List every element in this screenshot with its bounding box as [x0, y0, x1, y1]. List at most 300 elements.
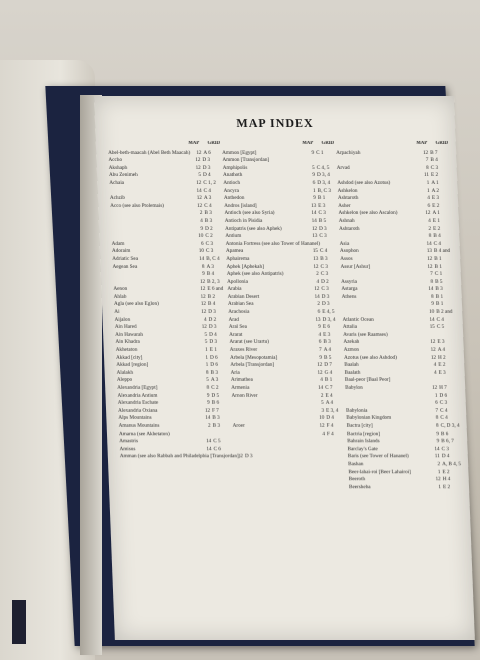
entry-grid: B 5	[435, 278, 443, 285]
index-entry	[345, 377, 461, 385]
index-entry	[233, 431, 349, 439]
index-entry	[229, 339, 345, 347]
entry-map: 8	[426, 164, 429, 171]
entry-name: Anthedon	[223, 195, 245, 202]
entry-name: Alexandria Antium	[117, 392, 158, 399]
entry-name	[336, 157, 416, 165]
entry-grid: E 2	[430, 172, 439, 179]
entry-name	[111, 218, 191, 226]
index-entry	[339, 226, 455, 234]
entry-grid: D 3	[318, 225, 327, 232]
index-entry	[223, 165, 339, 173]
index-entry	[345, 385, 461, 393]
entry-grid: D 5	[211, 392, 220, 399]
entry-grid: B 1	[317, 195, 326, 202]
index-entry	[224, 195, 340, 203]
entry-name: Aenon	[113, 286, 128, 293]
entry-map: 14	[198, 255, 205, 262]
entry-grid: C 3	[321, 286, 329, 293]
entry-map: 8	[206, 385, 210, 391]
index-entry	[225, 226, 341, 234]
index-entry	[339, 218, 455, 226]
entry-name	[342, 301, 422, 309]
entry-grid: C 4	[203, 187, 212, 194]
entry-map: 10	[198, 233, 204, 240]
entry-grid: E 3, 4	[325, 407, 339, 414]
entry-name: Ashtaroth	[337, 195, 359, 202]
index-entry	[110, 195, 226, 203]
entry-map: 14	[205, 415, 211, 422]
index-entry	[226, 256, 342, 264]
entry-name: Antium	[225, 233, 242, 240]
entry-grid: E 3	[318, 202, 326, 209]
index-entry	[222, 157, 338, 165]
entry-map: 12	[430, 354, 437, 361]
index-entry	[231, 393, 347, 401]
index-entry	[113, 271, 229, 279]
entry-map: 9	[311, 149, 315, 156]
entry-map: 14	[434, 445, 440, 452]
entry-map: 9	[431, 301, 435, 308]
entry-name: Akshaph	[108, 164, 128, 171]
entry-map	[199, 431, 213, 439]
index-entry	[111, 226, 227, 234]
entry-grid: E 2	[438, 362, 446, 369]
index-entry	[342, 309, 458, 317]
index-entry	[347, 431, 463, 439]
entry-grid: C 4	[436, 316, 445, 323]
entry-name	[342, 309, 422, 317]
entry-grid: G 4	[324, 369, 333, 376]
entry-map: 12	[430, 347, 436, 354]
entry-grid: B 4	[433, 233, 441, 240]
entry-grid: E 3	[323, 331, 331, 338]
entry-grid: C 6	[213, 445, 222, 452]
index-entry	[119, 423, 235, 431]
entry-name: Arimathea	[230, 377, 253, 384]
entry-name: Araxes River	[229, 347, 258, 354]
index-entry	[343, 324, 459, 332]
entry-grid: D 3, 4	[317, 179, 331, 186]
entry-map: 12	[425, 210, 431, 217]
entry-grid: B 3	[204, 210, 212, 217]
entry-name: Baal-peor [Baal Peor]	[344, 377, 391, 384]
index-entry	[349, 476, 465, 484]
entry-map: 9	[207, 400, 210, 407]
entry-name: Aijalon	[114, 316, 131, 323]
entry-map: 14	[206, 445, 212, 452]
entry-name: Ararat (see Urartu)	[229, 339, 270, 346]
entry-name: Aroer	[232, 422, 245, 429]
index-column-2	[222, 140, 349, 438]
entry-map: 4	[433, 362, 437, 369]
entry-grid: B 3	[320, 255, 328, 262]
entry-name	[232, 400, 312, 408]
entry-grid: H 7	[439, 385, 447, 391]
map-header: MAP	[188, 141, 200, 146]
entry-name: Beer-lahai-roi [Beer Lahairoi]	[348, 468, 411, 475]
entry-name: Amarna (see Akhetaton)	[118, 430, 170, 437]
entry-name: Akkad [city]	[115, 354, 143, 361]
entry-name	[339, 233, 419, 241]
entry-map: 6	[200, 240, 204, 247]
entry-name: Alexandria Eschate	[117, 400, 159, 407]
entry-map: 15	[429, 324, 435, 331]
entry-map: 9	[319, 354, 323, 361]
entry-grid: B 1	[434, 255, 442, 262]
entry-map: 4	[427, 195, 431, 202]
entry-map: 12	[431, 385, 438, 391]
index-entry	[343, 339, 459, 347]
index-entry	[344, 362, 460, 370]
index-entry	[224, 210, 340, 218]
entry-name: Ahlab	[113, 293, 127, 300]
index-entry	[114, 309, 230, 317]
entry-name: Babylonia	[345, 407, 368, 414]
entry-map: 12	[195, 157, 201, 164]
entry-grid: B 5	[318, 217, 327, 224]
index-entry	[109, 165, 225, 173]
index-entry	[115, 332, 231, 340]
index-entry	[113, 286, 229, 294]
entry-name: Amphipolis	[222, 164, 248, 171]
entry-name: Barclay's Gate	[347, 445, 378, 452]
entry-grid: D 4	[202, 172, 211, 179]
entry-name: Acco (see also Ptolemais)	[110, 202, 165, 209]
entry-name: Arbela [Transjordan]	[230, 362, 275, 369]
entry-grid: D 3	[208, 309, 217, 316]
entry-map: 7	[319, 347, 322, 354]
entry-map: 6	[435, 400, 438, 407]
entry-map: 14	[311, 217, 317, 224]
index-entry	[336, 157, 452, 165]
entry-grid: D 3	[202, 157, 211, 164]
index-entry	[341, 271, 457, 279]
entry-grid: H 4	[442, 476, 451, 483]
entry-grid: D 2	[321, 278, 329, 285]
entry-map: 6	[317, 309, 321, 316]
entry-map: 14	[205, 438, 212, 445]
index-entry	[119, 453, 253, 461]
entry-grid: A 4	[325, 400, 334, 407]
entry-grid: C 1	[316, 149, 324, 156]
entry-name: Achaia	[109, 179, 125, 186]
entry-name: Asophon	[339, 248, 359, 255]
entry-map: 1	[312, 187, 316, 194]
index-entry	[342, 317, 458, 325]
entry-grid: C 4, 5	[316, 164, 330, 171]
entry-grid: D 3, 4	[322, 316, 336, 323]
entry-map: 9	[312, 172, 316, 179]
entry-grid: D 7	[324, 362, 333, 369]
index-entry	[340, 241, 456, 249]
entry-grid: D 3	[202, 164, 211, 171]
entry-grid: D 3	[208, 324, 217, 331]
index-entry	[228, 317, 344, 325]
entry-grid: B 3	[323, 339, 331, 346]
entry-name: Amanus Mountains	[118, 422, 160, 429]
entry-name: Adriatic Sea	[112, 255, 139, 262]
entry-map: 8	[428, 233, 432, 240]
entry-grid: C 3	[318, 210, 326, 217]
entry-grid: A 1	[431, 179, 439, 186]
index-entry	[337, 172, 453, 180]
entry-grid: A 4	[437, 347, 446, 354]
entry-map: 10	[319, 415, 325, 422]
entry-grid: C 2	[211, 385, 219, 391]
index-entry	[348, 453, 464, 461]
entry-map: 12	[196, 149, 202, 156]
entry-grid: F 4	[326, 430, 334, 437]
bookmark-ribbon	[12, 600, 26, 644]
entry-map: 9	[200, 225, 204, 232]
entry-map: 11	[434, 453, 440, 460]
index-entry	[118, 408, 234, 416]
entry-name: Bashan	[348, 460, 364, 467]
index-entry	[110, 210, 226, 218]
entry-map: 11	[423, 172, 430, 179]
entry-name: Antioch (see also Syria)	[224, 210, 275, 217]
entry-name: Ain Hared	[114, 324, 137, 331]
grid-header: GRID	[321, 141, 335, 146]
index-column-3	[336, 140, 465, 491]
entry-name: Agla (see also Eglon)	[113, 301, 159, 308]
index-entry	[113, 279, 229, 287]
entry-grid: B 2	[207, 293, 216, 300]
entry-map: 2	[428, 225, 432, 232]
entry-name: Bahrain Islands	[347, 438, 380, 445]
entry-grid: A 3	[206, 263, 215, 270]
entry-grid: B 4 and	[433, 248, 451, 255]
index-entry	[231, 370, 347, 378]
entry-grid: D 6	[209, 354, 218, 361]
entry-map: 12	[317, 362, 323, 369]
entry-map: 14	[429, 316, 435, 323]
entry-map: 9	[313, 195, 317, 202]
entry-map: 2	[240, 453, 244, 460]
index-entry	[227, 271, 343, 279]
index-entry	[342, 301, 458, 309]
entry-map	[320, 241, 329, 249]
entry-map: 5	[198, 172, 202, 179]
entry-grid: C 3	[439, 400, 448, 407]
entry-grid: C, D 3, 4	[440, 422, 460, 429]
index-entry	[223, 180, 339, 188]
index-entry	[117, 385, 233, 393]
entry-name: Ashnah	[338, 217, 355, 224]
index-entry	[108, 150, 224, 158]
entry-grid: D 3, 4	[316, 172, 330, 179]
entry-grid: E 1	[209, 347, 217, 354]
entry-grid: C 4	[204, 202, 212, 209]
entry-name: Abu Zenimeh	[108, 172, 138, 179]
entry-name: Ammon [Transjordan]	[222, 157, 270, 164]
index-entry	[110, 188, 226, 196]
entry-map: 8	[435, 422, 439, 429]
index-entry	[227, 279, 343, 287]
index-entry	[347, 438, 463, 446]
entry-map: 12	[435, 476, 441, 483]
entry-map: 13	[310, 202, 317, 209]
entry-map: 12	[200, 286, 206, 293]
index-entry	[117, 393, 233, 401]
entry-grid: B 5	[323, 354, 332, 361]
entry-grid: C 4	[440, 415, 448, 422]
entry-map: 2	[316, 271, 319, 278]
entry-map: 9	[202, 271, 205, 278]
index-entry	[223, 172, 339, 180]
entry-map: 12	[200, 309, 207, 316]
entry-grid: E 2	[442, 483, 451, 490]
entry-grid: D 4	[326, 415, 335, 422]
index-entry	[114, 317, 230, 325]
index-entry	[116, 347, 232, 355]
entry-grid: C 1, 2	[203, 179, 217, 186]
entry-grid: D 4	[209, 331, 217, 338]
entry-grid: A 6	[203, 149, 211, 156]
entry-grid: C 5	[436, 324, 445, 331]
index-entry	[117, 377, 233, 385]
entry-name: Ai	[114, 309, 120, 316]
entry-name: Arabia	[227, 286, 242, 293]
grid-header: GRID	[207, 141, 221, 146]
entry-name: Avaris (see Raamses)	[343, 331, 388, 338]
entry-name: Asia	[339, 240, 350, 247]
entry-map: 5	[206, 377, 210, 384]
entry-name: Ashkelon (see also Ascalon)	[338, 210, 398, 217]
entry-grid: C 4	[439, 407, 448, 414]
entry-map: 4	[200, 217, 203, 224]
entry-map: 9	[318, 324, 321, 331]
entry-grid: A 3	[210, 377, 219, 384]
index-entry	[112, 264, 228, 272]
index-entry	[231, 377, 347, 385]
entry-name: Ashdod (see also Azotus)	[337, 179, 391, 186]
entry-name: Anathoth	[222, 172, 243, 179]
entry-map: 12	[319, 422, 325, 429]
entry-name: Aleppo	[116, 377, 133, 384]
entry-map: 6	[427, 202, 431, 209]
entry-grid: F 4	[326, 422, 334, 429]
entry-name: Assyria	[341, 278, 358, 285]
entry-map: 4	[428, 217, 431, 224]
entry-map: 15	[312, 248, 319, 255]
index-entry	[230, 362, 346, 370]
entry-grid: A 1	[432, 210, 440, 217]
entry-name	[345, 393, 425, 401]
entry-name: Ancyra	[223, 187, 240, 194]
entry-map: 14	[196, 187, 202, 194]
entry-name	[232, 408, 312, 416]
entry-map: 13	[312, 255, 319, 262]
entry-map: 12	[195, 164, 201, 171]
entry-map: 10	[428, 309, 435, 316]
entry-grid: E 3	[437, 339, 445, 346]
index-entry	[230, 347, 346, 355]
entry-map: 5	[321, 400, 324, 407]
index-entry	[341, 286, 457, 294]
entry-name: Andros [island]	[224, 202, 257, 209]
entry-name: Athens	[341, 293, 357, 300]
entry-map: 12	[200, 301, 207, 308]
entry-grid: C 3	[320, 271, 329, 278]
entry-name	[233, 431, 313, 439]
entry-grid	[437, 332, 459, 340]
entry-grid: D 3	[244, 453, 253, 460]
entry-name: Aria	[230, 369, 240, 376]
entry-grid: C 3	[430, 164, 439, 171]
entry-name: Alexandria [Egypt]	[117, 385, 158, 391]
entry-map: 13	[426, 248, 433, 255]
entry-name: Ain Hawarah	[115, 331, 144, 338]
index-entry	[226, 264, 342, 272]
entry-name: Bactra [city]	[346, 422, 373, 429]
entry-grid: B 3	[212, 422, 221, 429]
entry-map: 1	[434, 392, 438, 399]
index-entry	[345, 370, 461, 378]
entry-map: 9	[436, 430, 440, 437]
index-entry	[344, 355, 460, 363]
entry-grid: C 3	[205, 248, 214, 255]
entry-grid: A 3	[203, 195, 212, 202]
entry-name: Arabian Sea	[227, 301, 254, 308]
entry-name: Azmon	[343, 347, 360, 354]
index-entry	[341, 279, 457, 287]
entry-name: Azekah	[343, 339, 360, 346]
entry-map: 1	[205, 362, 209, 369]
entry-map: 12	[313, 263, 319, 270]
index-entry	[119, 438, 235, 446]
index-entry	[112, 256, 228, 264]
entry-grid: B 4	[206, 271, 215, 278]
entry-name: Babylonian Kingdom	[346, 415, 392, 422]
entry-map: 14	[428, 286, 434, 293]
index-entry	[108, 157, 224, 165]
entry-grid	[439, 377, 461, 385]
entry-map: 2	[437, 460, 441, 467]
entry-name: Antonia Fortress (see also Tower of Hananel)	[225, 240, 321, 247]
index-entry	[117, 370, 233, 378]
entry-name: Atlantic Ocean	[342, 316, 374, 323]
entry-map: 12	[199, 278, 206, 285]
entry-map: 1	[438, 483, 442, 490]
entry-name	[337, 172, 417, 180]
map-header: MAP	[302, 141, 314, 146]
index-entry	[111, 233, 227, 241]
index-entry	[344, 347, 460, 355]
column-header	[222, 140, 338, 148]
entry-map: 12	[196, 179, 202, 186]
entry-map: 5	[204, 331, 208, 338]
index-entry	[109, 180, 225, 188]
entry-map: 12	[430, 339, 436, 346]
entry-name: Baris (see Tower of Hananel)	[347, 453, 409, 460]
entry-grid: B 6	[211, 400, 220, 407]
entry-name: Apollonia	[227, 278, 248, 285]
entry-grid: D 3	[321, 301, 330, 308]
entry-map: 12	[196, 195, 203, 202]
index-entry	[342, 294, 458, 302]
entry-grid: E 6 and	[207, 286, 224, 293]
index-entry	[347, 423, 463, 431]
index-entry	[225, 233, 341, 241]
entry-name: Amisus	[119, 445, 136, 452]
entry-grid: B 3	[210, 369, 219, 376]
entry-map: 8	[205, 369, 209, 376]
entry-grid: E 3	[438, 369, 446, 376]
entry-map: 4	[316, 278, 320, 285]
entry-name: Arad	[228, 316, 240, 323]
